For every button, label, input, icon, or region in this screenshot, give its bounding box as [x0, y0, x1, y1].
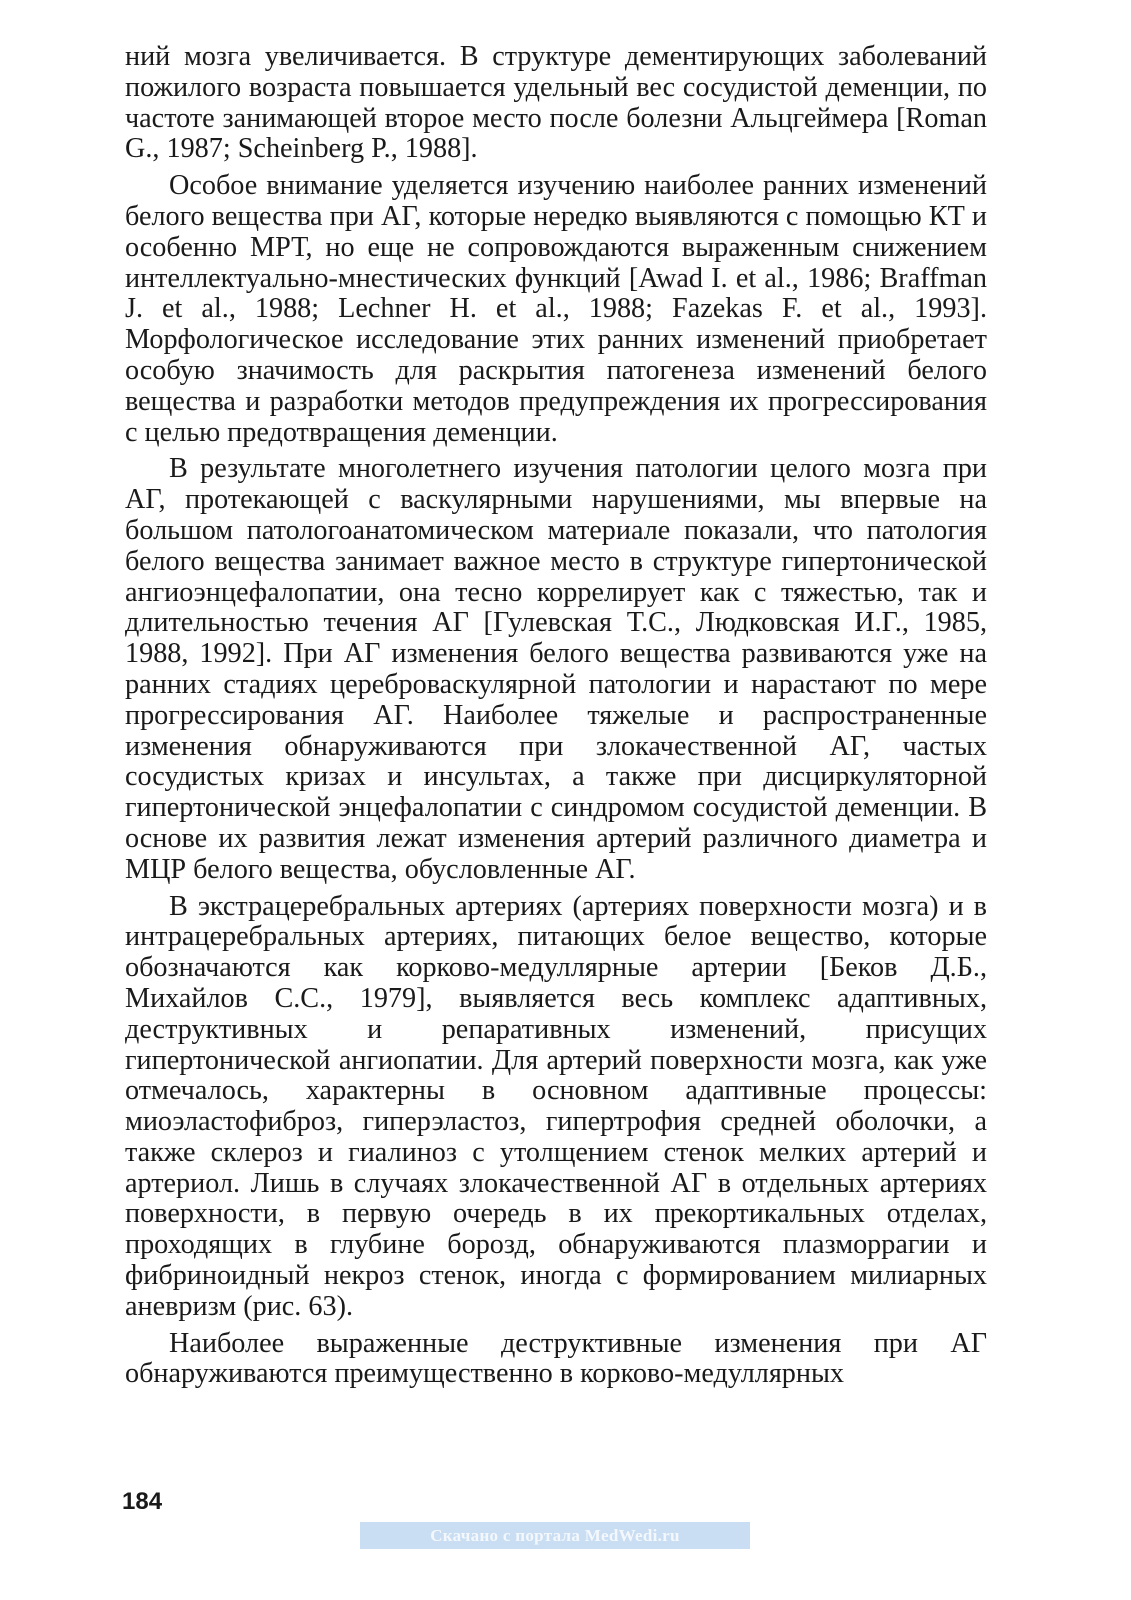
paragraph-2: Особое внимание уделяется изучению наиболее ранних изменений белого вещества при АГ, которые нередко выявляются с помощью КТ и особенно МРТ, но еще не сопровождаются выраженным снижением интеллектуально-мнестических функций [Awad I. et al., 1986; Braffman J. et al., 1988; Lechner H. et al., 1988; Fazekas F. et al., 1993]. Морфологическое исследование этих ранних изменений приобретает особую значимость для раскрытия патогенеза изменений белого вещества и разработки методов предупреждения их прогрессирования с целью предотвращения деменции.	[125, 170, 987, 448]
paragraph-3: В результате многолетнего изучения патологии целого мозга при АГ, протекающей с васкулярными нарушениями, мы впервые на большом патологоанатомическом материале показали, что патология белого вещества занимает важное место в структуре гипертонической ангиоэнцефалопатии, она тесно коррелирует как с тяжестью, так и длительностью течения АГ [Гулевская Т.С., Людковская И.Г., 1985, 1988, 1992]. При АГ изменения белого вещества развиваются уже на ранних стадиях цереброваскулярной патологии и нарастают по мере прогрессирования АГ. Наиболее тяжелые и распространенные изменения обнаруживаются при злокачественной АГ, частых сосудистых кризах и инсультах, а также при дисциркуляторной гипертонической энцефалопатии с синдромом сосудистой деменции. В основе их развития лежат изменения артерий различного диаметра и МЦР белого вещества, обусловленные АГ.	[125, 453, 987, 885]
text-column	[125, 42, 987, 1396]
paragraph-4: В экстрацеребральных артериях (артериях поверхности мозга) и в интрацеребральных артериях, питающих белое вещество, которые обозначаются как корково-медуллярные артерии [Беков Д.Б., Михайлов С.С., 1979], выявляется весь комплекс адаптивных, деструктивных и репаративных изменений, присущих гипертонической ангиопатии. Для артерий поверхности мозга, как уже отмечалось, характерны в основном адаптивные процессы: миоэластофиброз, гиперэластоз, гипертрофия средней оболочки, а также склероз и гиалиноз с утолщением стенок мелких артерий и артериол. Лишь в случаях злокачественной АГ в отдельных артериях поверхности, в первую очередь в их прекортикальных отделах, проходящих в глубине борозд, обнаруживаются плазморрагии и фибриноидный некроз стенок, иногда с формированием милиарных аневризм (рис. 63).	[125, 890, 987, 1322]
paragraph-1: ний мозга увеличивается. В структуре дементирующих заболеваний пожилого возраста повышается удельный вес сосудистой деменции, по частоте занимающей второе место после болезни Альцгеймера [Roman G., 1987; Scheinberg P., 1988].	[125, 41, 987, 165]
watermark-banner: Скачано с портала MedWedi.ru	[360, 1522, 750, 1549]
page-number: 184	[122, 1488, 163, 1515]
paragraph-5: Наиболее выраженные деструктивные изменения при АГ обнаруживаются преимущественно в корково-медуллярных	[125, 1327, 987, 1390]
